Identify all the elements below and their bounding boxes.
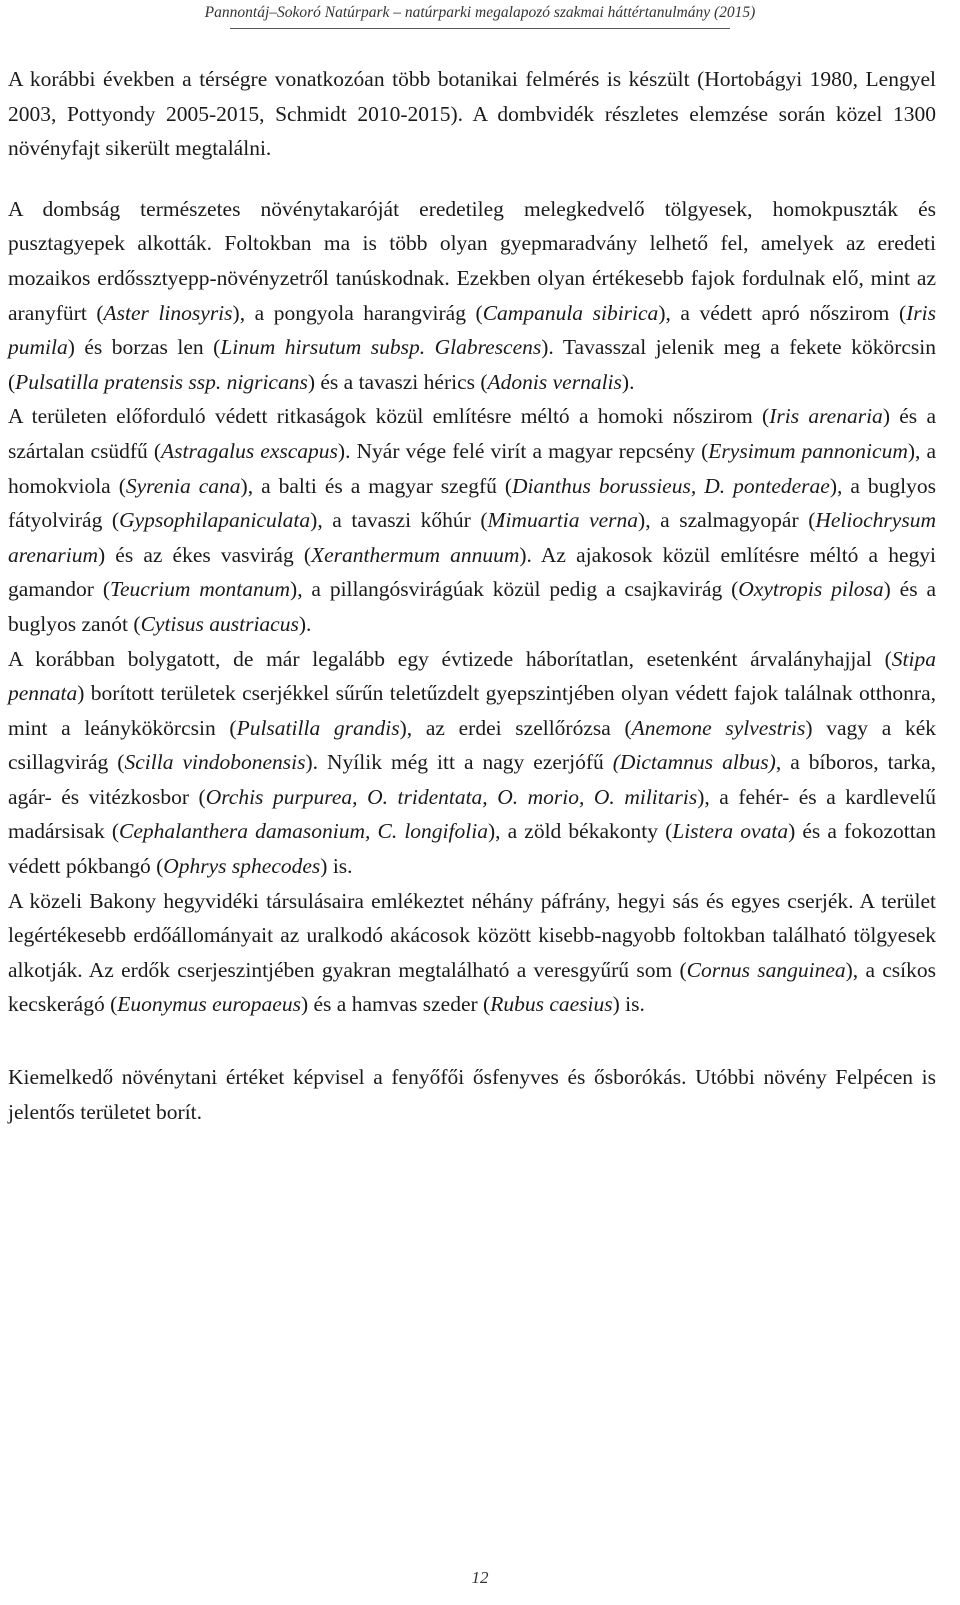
species-name: Mimuartia verna (487, 508, 639, 533)
species-name: Dianthus borussieus, D. pontederae (512, 473, 830, 498)
species-name: Cornus sanguinea (686, 957, 846, 982)
paragraph-protected-rarities: A területen előforduló védett ritkaságok közül említésre méltó a homoki nőszirom (Iris arenaria) és a szártalan csüdfű (Astragalus exscapus). Nyár vége felé virít a magyar repcsény (Erysimum pannonicum), a homokviola (Syrenia cana), a balti és a magyar szegfű (Dianthus borussieus, D. pontederae), a buglyos fátyolvirág (Gypsophilapaniculata), a tavaszi kőhúr (Mimuartia verna), a szalmagyopár (Heliochrysum arenarium) és az ékes vasvirág (Xeranthermum annuum). Az ajakosok közül említésre méltó a hegyi gamandor (Teucrium montanum), a pillangósvirágúak közül pedig a csajkavirág (Oxytropis pilosa) és a buglyos zanót (Cytisus austriacus). (8, 404, 937, 636)
species-name: Listera ovata (672, 819, 789, 844)
species-name: Cytisus austriacus (140, 611, 299, 636)
species-name: Teucrium montanum (109, 577, 291, 602)
species-name: Pulsatilla grandis (236, 715, 400, 740)
header-divider (230, 28, 730, 29)
species-name: Cephalanthera damasonium, C. longifolia (119, 819, 488, 844)
species-name: Iris arenaria (769, 404, 883, 429)
page-header (0, 0, 960, 29)
page-number: 12 (471, 1568, 489, 1587)
species-name: Syrenia cana (125, 473, 241, 498)
species-name: Linum hirsutum subsp. Glabrescens (220, 335, 542, 360)
species-name: Euonymus europaeus (117, 992, 301, 1017)
species-name: (Dictamnus albus) (612, 750, 776, 775)
species-name: Rubus caesius (490, 992, 613, 1017)
species-name: Campanula sibirica (482, 300, 659, 325)
species-name: Adonis vernalis (487, 369, 622, 394)
paragraph-disturbed-areas: A korábban bolygatott, de már legalább egy évtizede háborítatlan, esetenként árvalányhajjal (Stipa pennata) borított területek cserjékkel sűrűn teletűzdelt gyepszintjében olyan védett fajok találnak otthonra, mint a leánykökörcsin (Pulsatilla grandis), az erdei szellőrózsa (Anemone sylvestris) vagy a kék csillagvirág (Scilla vindobonensis). Nyílik még itt a nagy ezerjófű (Dictamnus albus), a bíboros, tarka, agár- és vitézkosbor (Orchis purpurea, O. tridentata, O. morio, O. militaris), a fehér- és a kardlevelű madársisak (Cephalanthera damasonium, C. longifolia), a zöld békakonty (Listera ovata) és a fokozottan védett pókbangó (Ophrys sphecodes) is. (8, 646, 937, 879)
species-name: Heliochrysum arenarium (8, 508, 936, 567)
species-name: Oxytropis pilosa (738, 577, 884, 602)
document-body (8, 62, 936, 1129)
paragraph-bakony-forests: A közeli Bakony hegyvidéki társulásaira emlékeztet néhány páfrány, hegyi sás és egyes cserjék. A terület legértékesebb erdőállományait az uralkodó akácosok között kisebb-nagyobb foltokban található tölgyesek alkotják. Az erdők cserjeszintjében gyakran megtalálható a veresgyűrű som (Cornus sanguinea), a csíkos kecskerágó (Euonymus europaeus) és a hamvas szeder (Rubus caesius) is. (8, 888, 937, 1017)
paragraph-natural-vegetation: A dombság természetes növénytakaróját eredetileg melegkedvelő tölgyesek, homokpuszták és pusztagyepek alkották. Foltokban ma is több olyan gyepmaradvány lelhető fel, amelyek az eredeti mozaikos erdőssztyepp-növényzetről tanúskodnak. Ezekben olyan értékesebb fajok fordulnak elő, mint az aranyfürt (Aster linosyris), a pongyola harangvirág (Campanula sibirica), a védett apró nőszirom (Iris pumila) és borzas len (Linum hirsutum subsp. Glabrescens). Tavasszal jelenik meg a fekete kökörcsin (Pulsatilla pratensis ssp. nigricans) és a tavaszi hérics (Adonis vernalis). (8, 196, 936, 394)
species-name: Gypsophilapaniculata (119, 508, 311, 533)
species-name: Iris pumila (8, 300, 936, 360)
species-name: Astragalus exscapus (161, 438, 338, 463)
species-name: Pulsatilla pratensis ssp. nigricans (15, 369, 308, 394)
paragraph-botanical-surveys: A korábbi években a térségre vonatkozóan több botanikai felmérés is készült (Hortobágyi 1980, Lengyel 2003, Pottyondy 2005-2015, Schmidt 2010-2015). A dombvidék részletes elemzése során közel 1300 növényfajt sikerült megtalálni. (8, 67, 936, 161)
species-name: Orchis purpurea, O. tridentata, O. morio, O. militaris (205, 784, 698, 809)
species-name: Erysimum pannonicum (708, 438, 908, 463)
species-name: Scilla vindobonensis (124, 750, 306, 775)
header-title: Pannontáj–Sokoró Natúrpark – natúrparki megalapozó szakmai háttértanulmány (2015) (204, 4, 756, 21)
species-name: Anemone sylvestris (631, 715, 806, 740)
species-name: Stipa pennata (8, 646, 936, 706)
species-name: Xeranthermum annuum (311, 542, 520, 567)
species-name: Ophrys sphecodes (163, 854, 321, 879)
species-name: Aster linosyris (103, 300, 233, 325)
paragraph-ancient-pine: Kiemelkedő növénytani értéket képvisel a fenyőfői ősfenyves és ősborókás. Utóbbi növény Felpécen is jelentős területet borít. (8, 1065, 936, 1124)
